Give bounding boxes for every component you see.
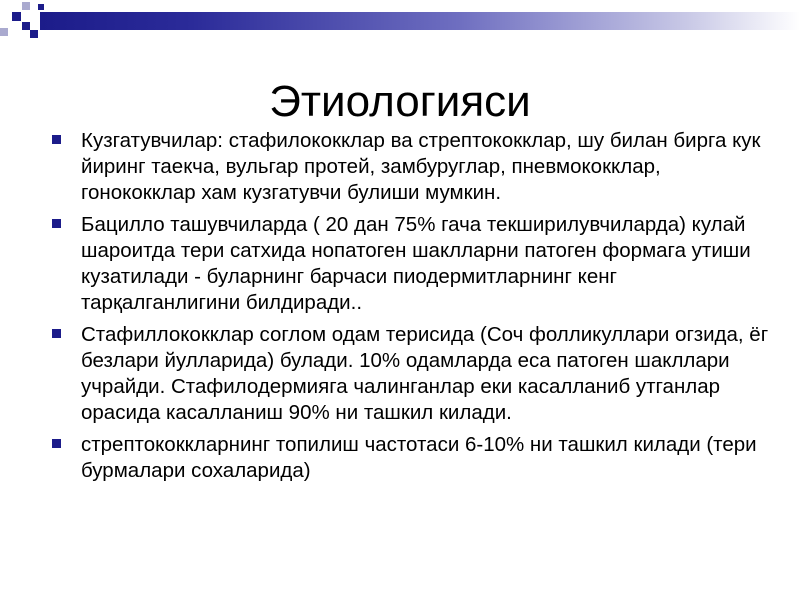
- decorative-square: [12, 12, 21, 21]
- header-gradient-bar: [40, 12, 800, 30]
- bullet-text: стрептококкларнинг топилиш частотаси 6-10% ни ташкил килади (тери бурмалари сохаларида): [81, 433, 757, 482]
- bullet-text: Кузгатувчилар: стафилококклар ва стрептококклар, шу билан бирга кук йиринг таекча, вульгар протей, замбуруглар, пневмококклар, гонококклар хам кузгатувчи булиши мумкин.: [81, 129, 761, 204]
- decorative-square: [22, 2, 30, 10]
- bullet-item: [50, 128, 770, 206]
- decorative-square: [38, 4, 44, 10]
- slide-title: Этиологияси: [269, 77, 531, 126]
- bullet-item: [50, 432, 770, 484]
- square-bullet-icon: [52, 135, 61, 144]
- bullet-text: Бацилло ташувчиларда ( 20 дан 75% гача текширилувчиларда) кулай шароитда тери сатхида нопатоген шаклларни патоген формага утиши кузатилади - буларнинг барчаси пиодермитларнинг кенг тарқалганлигини билдиради..: [81, 213, 751, 314]
- bullet-item: [50, 212, 770, 316]
- decorative-square: [0, 28, 8, 36]
- decorative-square: [22, 22, 30, 30]
- square-bullet-icon: [52, 329, 61, 338]
- bullet-list: [50, 128, 770, 490]
- bullet-text: Стафиллококклар соглом одам терисида (Соч фолликуллари огзида, ёг безлари йулларида) булади. 10% одамларда еса патоген шакллари учрайди. Стафилодермияга чалинганлар еки касалланиб утганлар орасида касалланиш 90% ни ташкил килади.: [81, 323, 769, 424]
- decorative-square: [30, 30, 38, 38]
- bullet-item: [50, 322, 770, 426]
- square-bullet-icon: [52, 439, 61, 448]
- square-bullet-icon: [52, 219, 61, 228]
